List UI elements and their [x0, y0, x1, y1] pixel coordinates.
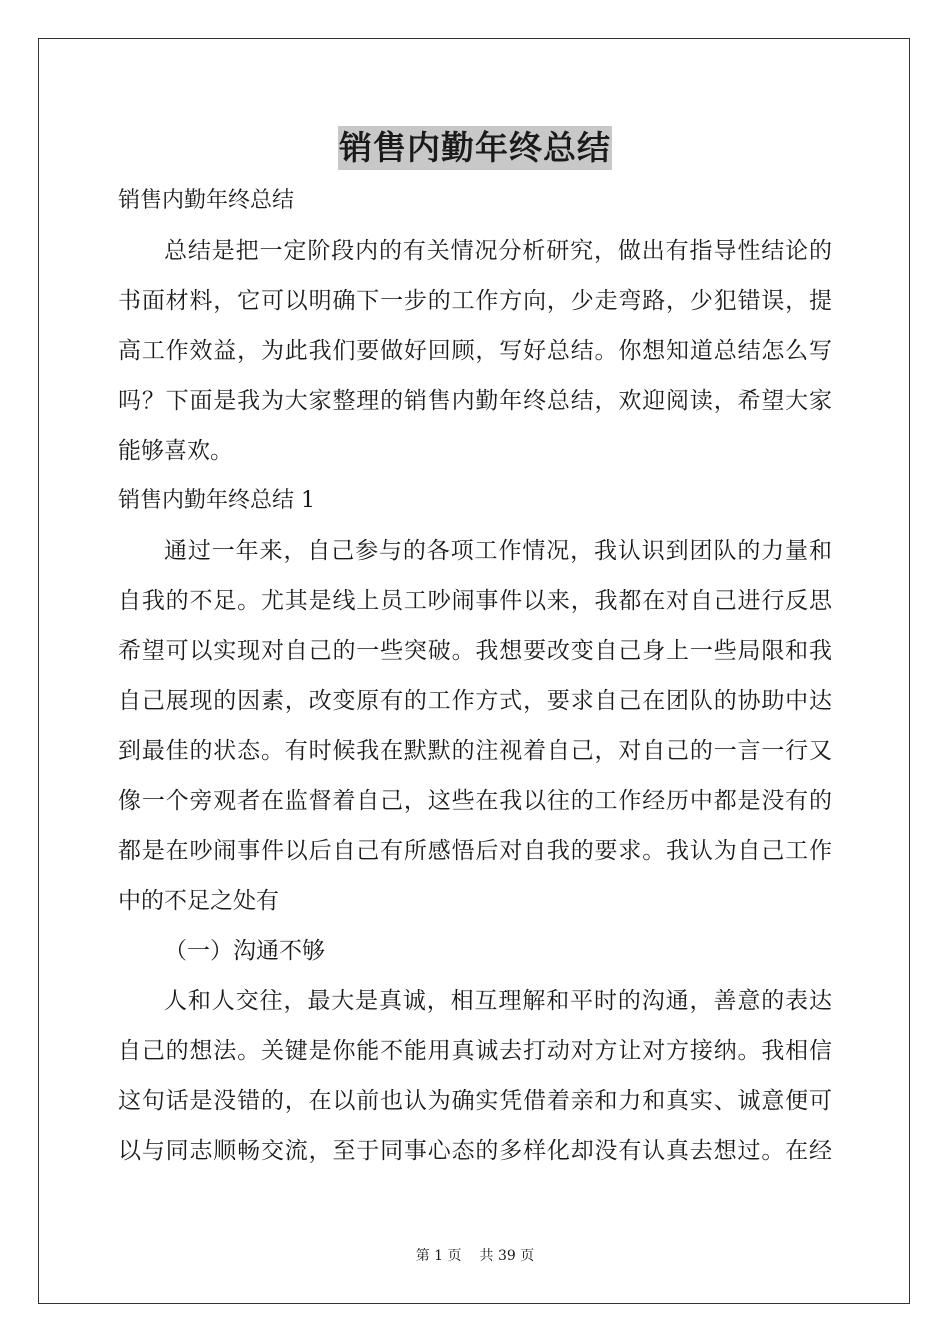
- paragraph-line: 能够喜欢。: [118, 438, 233, 464]
- paragraph-line: 吗？下面是我为大家整理的销售内勤年终总结，欢迎阅读，希望大家: [118, 388, 832, 414]
- paragraph-line: 像一个旁观者在监督着自己，这些在我以往的工作经历中都是没有的: [118, 788, 832, 814]
- paragraph-line: 中的不足之处有: [118, 888, 279, 914]
- paragraph-line: 书面材料，它可以明确下一步的工作方向，少走弯路，少犯错误，提: [118, 288, 832, 314]
- subsection-heading: （一）沟通不够: [164, 938, 325, 964]
- section-heading: 销售内勤年终总结 1: [118, 488, 315, 513]
- title-container: [0, 126, 950, 170]
- paragraph-line: 自我的不足。尤其是线上员工吵闹事件以来，我都在对自己进行反思: [118, 588, 832, 614]
- document-body: [118, 176, 832, 1176]
- page-total: 共 39 页: [479, 1248, 535, 1264]
- document-title: 销售内勤年终总结: [338, 126, 612, 170]
- paragraph-line: 自己的想法。关键是你能不能用真诚去打动对方让对方接纳。我相信: [118, 1038, 832, 1064]
- paragraph-line: 自己展现的因素，改变原有的工作方式，要求自己在团队的协助中达: [118, 688, 832, 714]
- paragraph-line: 人和人交往，最大是真诚，相互理解和平时的沟通，善意的表达: [164, 988, 832, 1014]
- paragraph-line: 总结是把一定阶段内的有关情况分析研究，做出有指导性结论的: [164, 238, 832, 264]
- section-heading: 销售内勤年终总结: [118, 188, 295, 213]
- paragraph-line: 这句话是没错的，在以前也认为确实凭借着亲和力和真实、诚意便可: [118, 1088, 832, 1114]
- page-footer: [0, 1246, 950, 1266]
- paragraph-line: 都是在吵闹事件以后自己有所感悟后对自我的要求。我认为自己工作: [118, 838, 832, 864]
- paragraph-line: 以与同志顺畅交流，至于同事心态的多样化却没有认真去想过。在经: [118, 1138, 832, 1164]
- page-number: 第 1 页: [415, 1248, 462, 1264]
- paragraph-line: 希望可以实现对自己的一些突破。我想要改变自己身上一些局限和我: [118, 638, 832, 664]
- paragraph-line: 通过一年来，自己参与的各项工作情况，我认识到团队的力量和: [164, 538, 832, 564]
- paragraph-line: 高工作效益，为此我们要做好回顾，写好总结。你想知道总结怎么写: [118, 338, 832, 364]
- paragraph-line: 到最佳的状态。有时候我在默默的注视着自己，对自己的一言一行又: [118, 738, 832, 764]
